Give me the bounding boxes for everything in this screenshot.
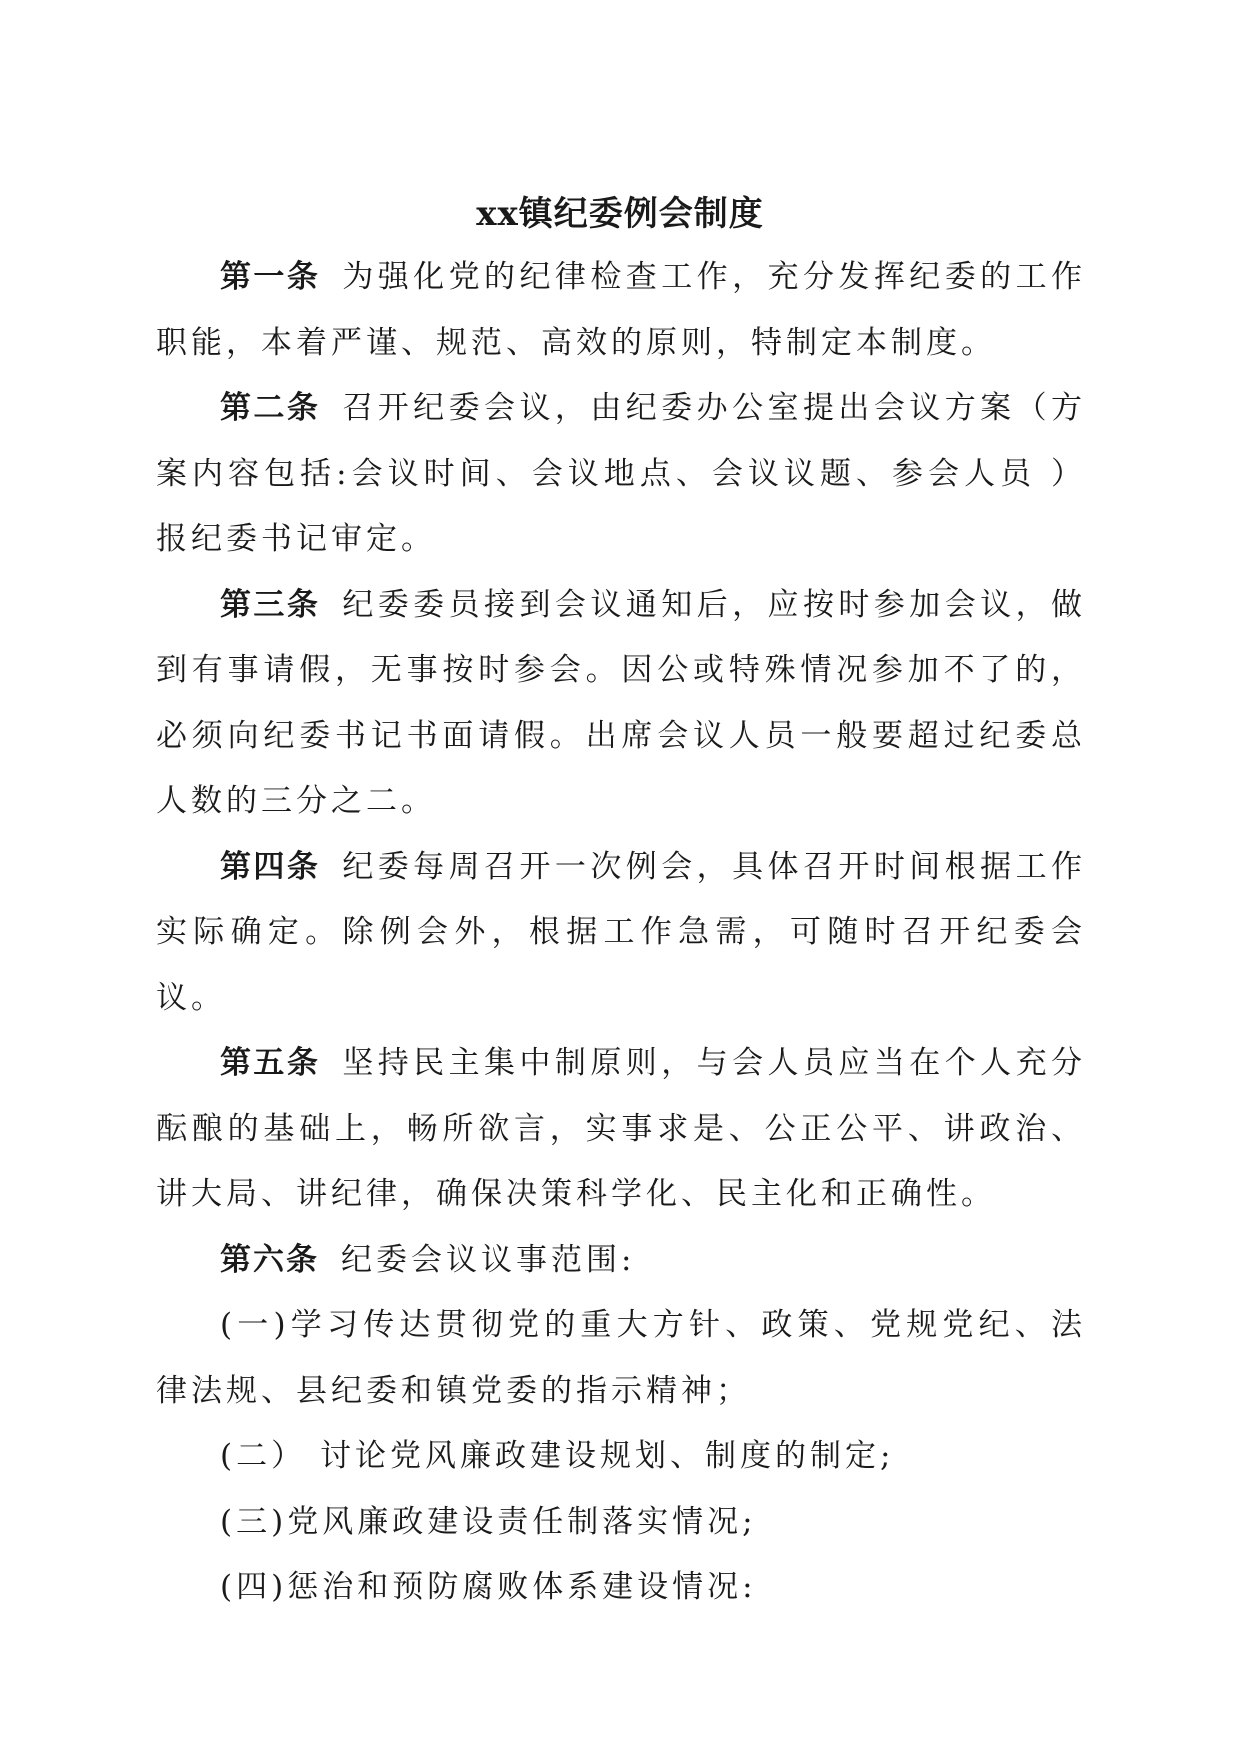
- scope-item-text: (二） 讨论党风廉政建设规划、制度的制定;: [220, 1438, 895, 1474]
- article-text: 为强化党的纪律检查工作，充分发挥纪委的工作职能，本着严谨、规范、高效的原则，特制定本制度。: [156, 259, 1087, 361]
- scope-item-text: (一)学习传达贯彻党的重大方针、政策、党规党纪、法律法规、县纪委和镇党委的指示精神；: [156, 1307, 1086, 1409]
- scope-item-text: (三)党风廉政建设责任制落实情况;: [220, 1503, 757, 1540]
- article-label: 第三条: [220, 586, 321, 623]
- article-label: 第四条: [220, 848, 321, 885]
- article-text: 纪委会议议事范围:: [341, 1241, 636, 1278]
- article-label: 第一条: [220, 259, 321, 295]
- document-body: [156, 245, 1086, 1621]
- scope-item-2: [156, 1424, 1086, 1490]
- article-label: 第二条: [220, 390, 321, 426]
- article-6: [156, 1228, 1086, 1294]
- scope-item-1: [156, 1293, 1086, 1424]
- article-5: [156, 1031, 1086, 1228]
- article-label: 第五条: [220, 1045, 321, 1081]
- document-title: xx镇纪委例会制度: [476, 194, 764, 234]
- article-text: 纪委委员接到会议通知后，应按时参加会议，做到有事请假，无事按时参会。因公或特殊情况参加不了的，必须向纪委书记书面请假。出席会议人员一般要超过纪委总人数的三分之二。: [156, 586, 1087, 819]
- article-4: [156, 835, 1086, 1032]
- article-1: [156, 245, 1086, 376]
- article-3: [156, 573, 1086, 835]
- article-text: 坚持民主集中制原则，与会人员应当在个人充分酝酿的基础上，畅所欲言，实事求是、公正公平、讲政治、讲大局、讲纪律，确保决策科学化、民主化和正确性。: [156, 1045, 1087, 1212]
- article-text: 召开纪委会议，由纪委办公室提出会议方案（方案内容包括:会议时间、会议地点、会议议题、参会人员 ）报纪委书记审定。: [156, 390, 1087, 557]
- article-label: 第六条: [220, 1241, 319, 1278]
- scope-item-text: (四)惩治和预防腐败体系建设情况:: [220, 1569, 757, 1605]
- scope-item-3: [156, 1490, 1086, 1556]
- article-2: [156, 376, 1086, 573]
- article-text: 纪委每周召开一次例会，具体召开时间根据工作实际确定。除例会外，根据工作急需，可随时召开纪委会议。: [156, 848, 1087, 1016]
- scope-item-4: [156, 1555, 1086, 1621]
